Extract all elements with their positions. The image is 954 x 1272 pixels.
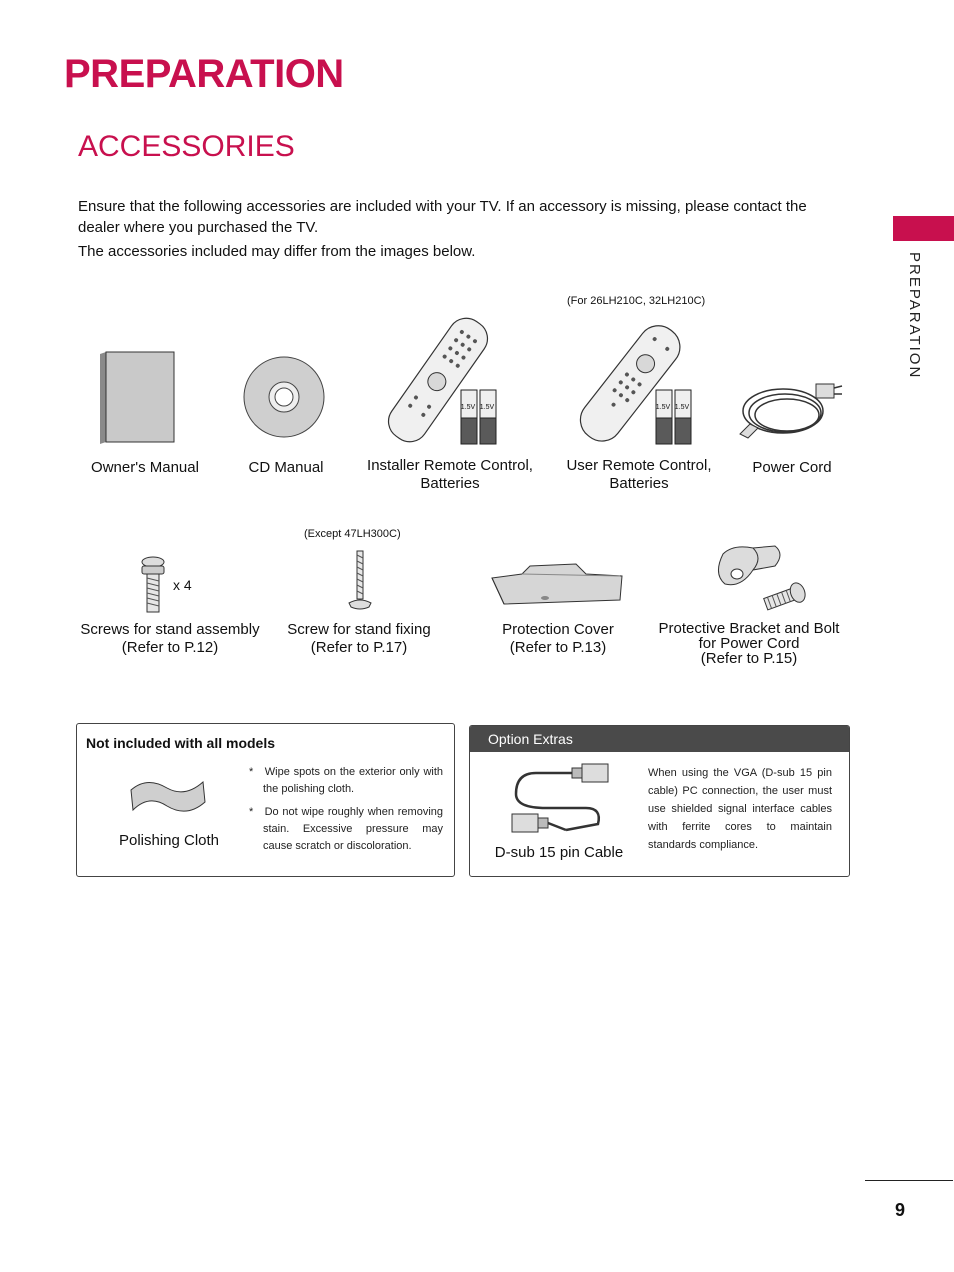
option-extras-box <box>469 725 850 877</box>
cd-icon <box>243 356 327 440</box>
bracket-bolt-line3: (Refer to P.15) <box>700 650 798 667</box>
battery-icon <box>459 388 499 446</box>
power-cord-icon <box>738 376 848 442</box>
option-extras-note: When using the VGA (D-sub 15 pin cable) PC connection, the user must use shielded signal interface cables with ferrite cores to maintain standards compliance. <box>648 767 832 851</box>
battery-label: 1.5V <box>655 404 671 411</box>
stand-fixing-screw-line1: Screw for stand fixing <box>287 621 431 638</box>
installer-remote-label <box>360 457 540 493</box>
stand-fixing-screw-label <box>278 621 440 657</box>
intro-line-1: Ensure that the following accessories are included with your TV. If an accessory is missing, please contact the dealer where you purchased the TV. <box>78 198 807 236</box>
installer-remote-label-line2: Batteries <box>420 475 480 492</box>
stand-fixing-screw-icon <box>345 549 375 613</box>
protection-cover-line2: (Refer to P.13) <box>509 639 607 656</box>
side-tab-label: PREPARATION <box>906 252 923 380</box>
not-included-title: Not included with all models <box>86 735 276 751</box>
quantity-label: x 4 <box>173 577 192 593</box>
battery-icon <box>654 388 694 446</box>
dsub-cable-icon <box>506 764 616 836</box>
protection-cover-line1: Protection Cover <box>502 621 614 638</box>
owners-manual-label: Owner's Manual <box>91 459 199 476</box>
page-title: PREPARATION <box>64 52 344 96</box>
installer-remote-label-line1: Installer Remote Control, <box>367 457 533 474</box>
bracket-bolt-icon <box>713 544 811 614</box>
cleaning-note-text: Do not wipe roughly when removing stain. Excessive pressure may cause scratch or discoloration. <box>263 806 443 852</box>
stand-assembly-screw-icon <box>138 556 168 614</box>
option-extras-title: Option Extras <box>470 726 849 752</box>
stand-fixing-screw-line2: (Refer to P.17) <box>310 639 408 656</box>
cleaning-notes <box>249 764 443 861</box>
stand-assembly-screws-line2: (Refer to P.12) <box>121 639 219 656</box>
battery-label: 1.5V <box>460 404 476 411</box>
bracket-bolt-line1: Protective Bracket and Bolt <box>658 620 840 637</box>
power-cord-label: Power Cord <box>752 459 832 476</box>
footer-rule <box>865 1180 953 1181</box>
stand-assembly-screws-label <box>70 621 270 657</box>
intro-line-2: The accessories included may differ from the images below. <box>78 243 476 260</box>
user-remote-label-line1: User Remote Control, <box>566 457 712 474</box>
bracket-bolt-line2: for Power Cord <box>698 635 800 652</box>
bracket-bolt-label <box>640 621 858 666</box>
owners-manual-icon <box>100 352 180 447</box>
battery-label: 1.5V <box>479 404 495 411</box>
cleaning-note-text: Wipe spots on the exterior only with the polishing cloth. <box>263 766 444 795</box>
dsub-cable-label: D-sub 15 pin Cable <box>494 844 624 861</box>
cleaning-note: * Do not wipe roughly when removing stain. Excessive pressure may cause scratch or discoloration. <box>249 806 443 852</box>
user-remote-model-note: (For 26LH210C, 32LH210C) <box>567 295 706 307</box>
protection-cover-label <box>488 621 628 657</box>
battery-label: 1.5V <box>674 404 690 411</box>
polishing-cloth-label: Polishing Cloth <box>118 832 220 849</box>
cleaning-note: * Wipe spots on the exterior only with the polishing cloth. <box>249 766 444 795</box>
stand-assembly-screws-line1: Screws for stand assembly <box>80 621 260 638</box>
screw-fixing-model-note: (Except 47LH300C) <box>304 528 401 540</box>
polishing-cloth-icon <box>129 776 209 820</box>
side-tab-marker <box>893 216 954 241</box>
not-included-box <box>76 723 455 877</box>
user-remote-label-line2: Batteries <box>609 475 669 492</box>
section-heading: ACCESSORIES <box>78 130 295 163</box>
cd-manual-label: CD Manual <box>248 459 324 476</box>
page-number: 9 <box>895 1200 906 1220</box>
intro-text <box>78 196 838 265</box>
protection-cover-icon <box>490 560 626 606</box>
user-remote-label <box>554 457 724 493</box>
